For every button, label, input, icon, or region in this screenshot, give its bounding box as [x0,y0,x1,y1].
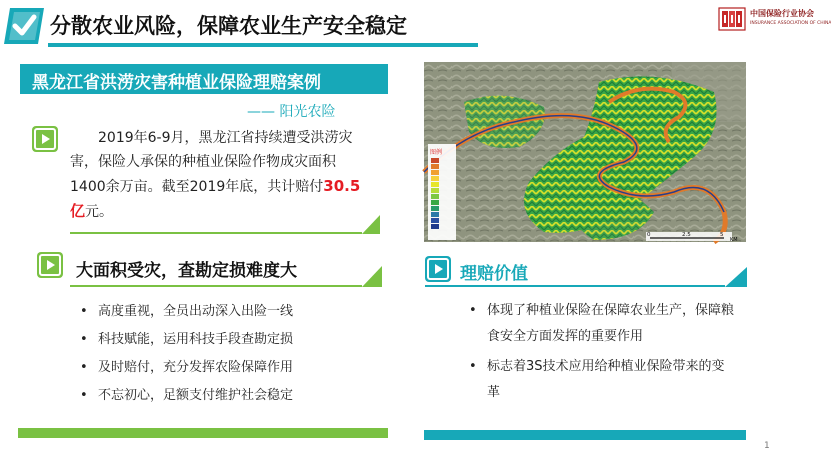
title-underline [48,43,478,47]
compensation-amount: 30.5亿 [70,177,361,220]
list-item: • 科技赋能，运用科技手段查勘定损 [76,326,293,354]
flood-damage-map [424,62,746,242]
right-footer-bar [424,430,746,440]
list-item: • 体现了种植业保险在保障农业生产，保障粮食安全方面发挥的重要作用 [465,298,735,350]
section-left-underline [70,262,382,288]
svg-text:2.5: 2.5 [682,232,691,238]
section-left-title: 大面积受灾，查勘定损难度大 [76,261,297,281]
svg-text:KM: KM [730,237,738,243]
page-title: 分散农业风险，保障农业生产安全稳定 [50,14,407,38]
list-item: • 不忘初心，足额支付维护社会稳定 [76,382,293,410]
section-right-list [465,298,735,406]
left-footer-bar [18,428,388,438]
logo-name-cn: 中国保险行业协会 [750,9,814,18]
section-right-title: 理赔价值 [460,264,528,284]
header-check-icon [4,6,44,46]
svg-text:5: 5 [720,232,724,238]
case-intro-text: 2019年6-9月，黑龙江省持续遭受洪涝灾害，保险人承保的种植业保险作物成灾面积1400余万亩。截至2019年底，共计赔付30.5亿元。 [70,130,361,220]
page-number: 1 [764,441,770,451]
intro-underline [70,213,380,235]
section-right-underline [425,264,747,288]
list-item: • 及时赔付，充分发挥农险保障作用 [76,354,293,382]
svg-text:0: 0 [647,232,651,238]
case-title: 黑龙江省洪涝灾害种植业保险理赔案例 [32,73,321,93]
logo-name-en: INSURANCE ASSOCIATION OF CHINA [750,21,831,26]
case-subtitle: —— 阳光农险 [247,104,336,120]
list-item: • 标志着3S技术应用给种植业保险带来的变革 [465,354,735,406]
section-left-list [76,298,293,410]
intro-arrow-icon [32,126,58,152]
svg-text:图例: 图例 [430,149,443,156]
section-left-arrow-icon [37,252,63,278]
list-item: • 高度重视，全员出动深入出险一线 [76,298,293,326]
